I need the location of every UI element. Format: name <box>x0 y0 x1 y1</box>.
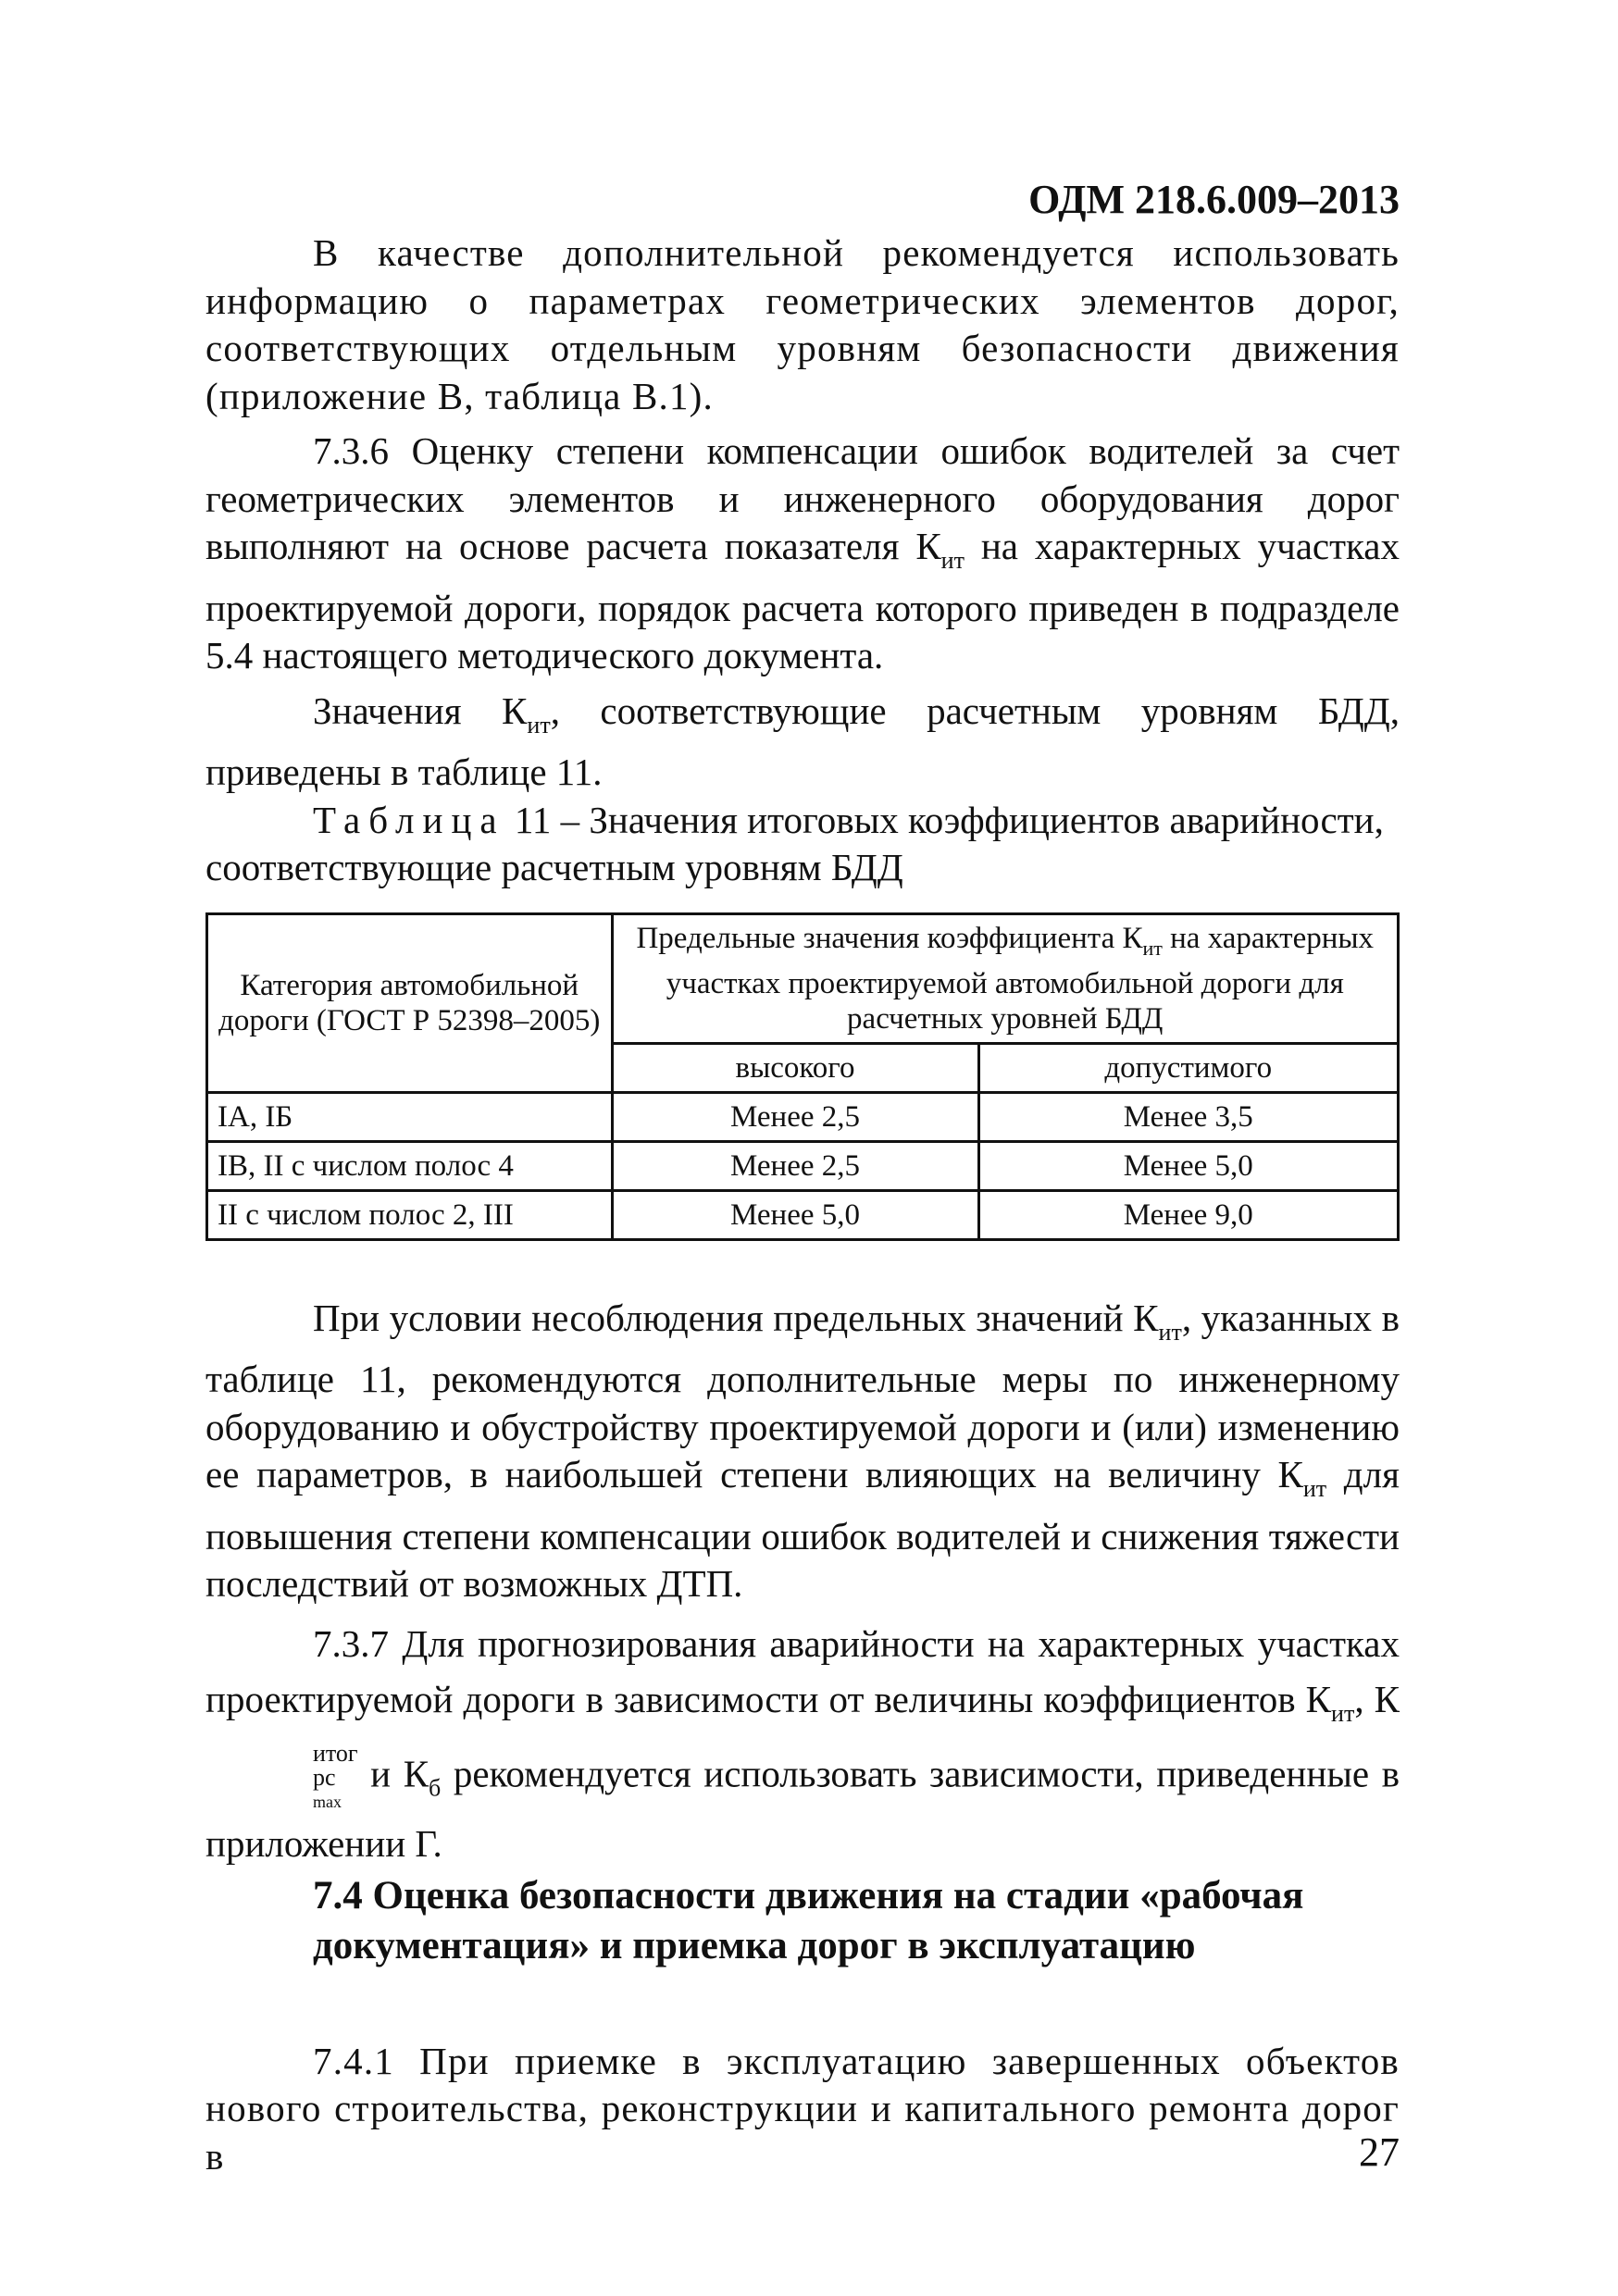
category-cell: IB, II с числом полос 4 <box>207 1141 613 1190</box>
text-fragment: , К <box>1354 1677 1400 1720</box>
allowed-value-cell: Менее 3,5 <box>978 1092 1398 1141</box>
text-fragment: рс <box>313 1763 336 1791</box>
document-code: ОДМ 218.6.009–2013 <box>1028 177 1400 222</box>
category-cell: II с числом полос 2, III <box>207 1190 613 1239</box>
paragraph-values-reference <box>205 688 1400 797</box>
subscript <box>205 1763 358 1814</box>
header-category-cell: Категория автомобильной дороги (ГОСТ Р 52398–2005) <box>207 913 613 1092</box>
subscript: ит <box>1331 1699 1355 1727</box>
text-fragment: Предельные значения коэффициента К <box>636 921 1143 955</box>
text-fragment: рекомендуется использовать зависимости, приведенные в приложении Г. <box>205 1751 1400 1865</box>
high-value-cell: Менее 5,0 <box>612 1190 978 1239</box>
table-header-row <box>207 913 1399 1043</box>
table-caption <box>205 797 1400 892</box>
text-fragment: и К <box>357 1751 429 1794</box>
subscript: ит <box>1142 936 1163 960</box>
text-fragment: При условии несоблюдения предельных значений К <box>313 1296 1159 1339</box>
text-fragment: на характерных участках проектируемой дороги, порядок расчета которого приведен в подразделе 5.4 настоящего методического документа. <box>205 525 1400 676</box>
page-number: 27 <box>1359 2129 1400 2175</box>
table-row <box>207 1092 1399 1141</box>
high-value-cell: Менее 2,5 <box>612 1141 978 1190</box>
subscript: ит <box>527 711 551 738</box>
subscript: ит <box>1302 1475 1327 1502</box>
text-fragment: Значения К <box>313 689 528 732</box>
allowed-value-cell: Менее 9,0 <box>978 1190 1398 1239</box>
paragraph-7-3-7 <box>205 1616 1400 1871</box>
paragraph-additional-info: В качестве дополнительной рекомендуется использовать информацию о параметрах геометрических элементов дорог, соответствующих отдельным уровням безопасности движения (приложение В, таблица В.1). <box>205 231 1400 417</box>
table-row <box>207 1141 1399 1190</box>
text-fragment: , соответствующие расчетным уровням БДД, приведены в таблице 11. <box>205 689 1400 793</box>
text-fragment: 7.3.6 Оценку степени компенсации ошибок водителей за счет геометрических элементов и инженерного оборудования дорог выполняют на основе расчета показателя К <box>205 429 1400 567</box>
superscript: итог <box>313 1739 358 1767</box>
section-heading-7-4: 7.4 Оценка безопасности движения на стадии «рабочая документация» и приемка дорог в эксплуатацию <box>313 1873 1304 1967</box>
text-fragment: 7.3.7 Для прогнозирования аварийности на характерных участках проектируемой дороги в зависимости от величины коэффициентов К <box>205 1621 1400 1720</box>
coefficients-table <box>205 912 1400 1241</box>
sup-sub-index <box>205 1739 358 1814</box>
subscript: ит <box>940 547 965 574</box>
paragraph-7-4-1: 7.4.1 При приемке в эксплуатацию завершенных объектов нового строительства, реконструкции и капитального ремонта дорог в <box>205 2039 1400 2178</box>
high-value-cell: Менее 2,5 <box>612 1092 978 1141</box>
table-row <box>207 1190 1399 1239</box>
header-high-cell: высокого <box>612 1043 978 1092</box>
table-caption-word: Таблица <box>313 798 505 841</box>
text-fragment: для повышения степени компенсации ошибок водителей и снижения тяжести последствий от возможных ДТП. <box>205 1453 1400 1605</box>
paragraph-non-compliance <box>205 1295 1400 1608</box>
header-limits-cell <box>612 913 1398 1043</box>
text-fragment: , указанных в таблице 11, рекомендуются дополнительные меры по инженерному оборудованию и обустройству проектируемой дороги и (или) изменению ее параметров, в наибольшей степени влияющих на величину К <box>205 1296 1400 1496</box>
allowed-value-cell: Менее 5,0 <box>978 1141 1398 1190</box>
subscript: б <box>429 1773 442 1801</box>
paragraph-7-3-6 <box>205 428 1400 680</box>
header-allowed-cell: допустимого <box>978 1043 1398 1092</box>
category-cell: IA, IБ <box>207 1092 613 1141</box>
subscript: ит <box>1158 1318 1182 1346</box>
table-caption-text: 11 – Значения итоговых коэффициентов аварийности, соответствующие расчетным уровням БДД <box>205 798 1384 888</box>
document-page <box>205 176 1400 2180</box>
subscript-small: max <box>313 1792 342 1811</box>
text-fragment: на характерных участках проектируемой автомобильной дороги для расчетных уровней БДД <box>666 921 1375 1036</box>
